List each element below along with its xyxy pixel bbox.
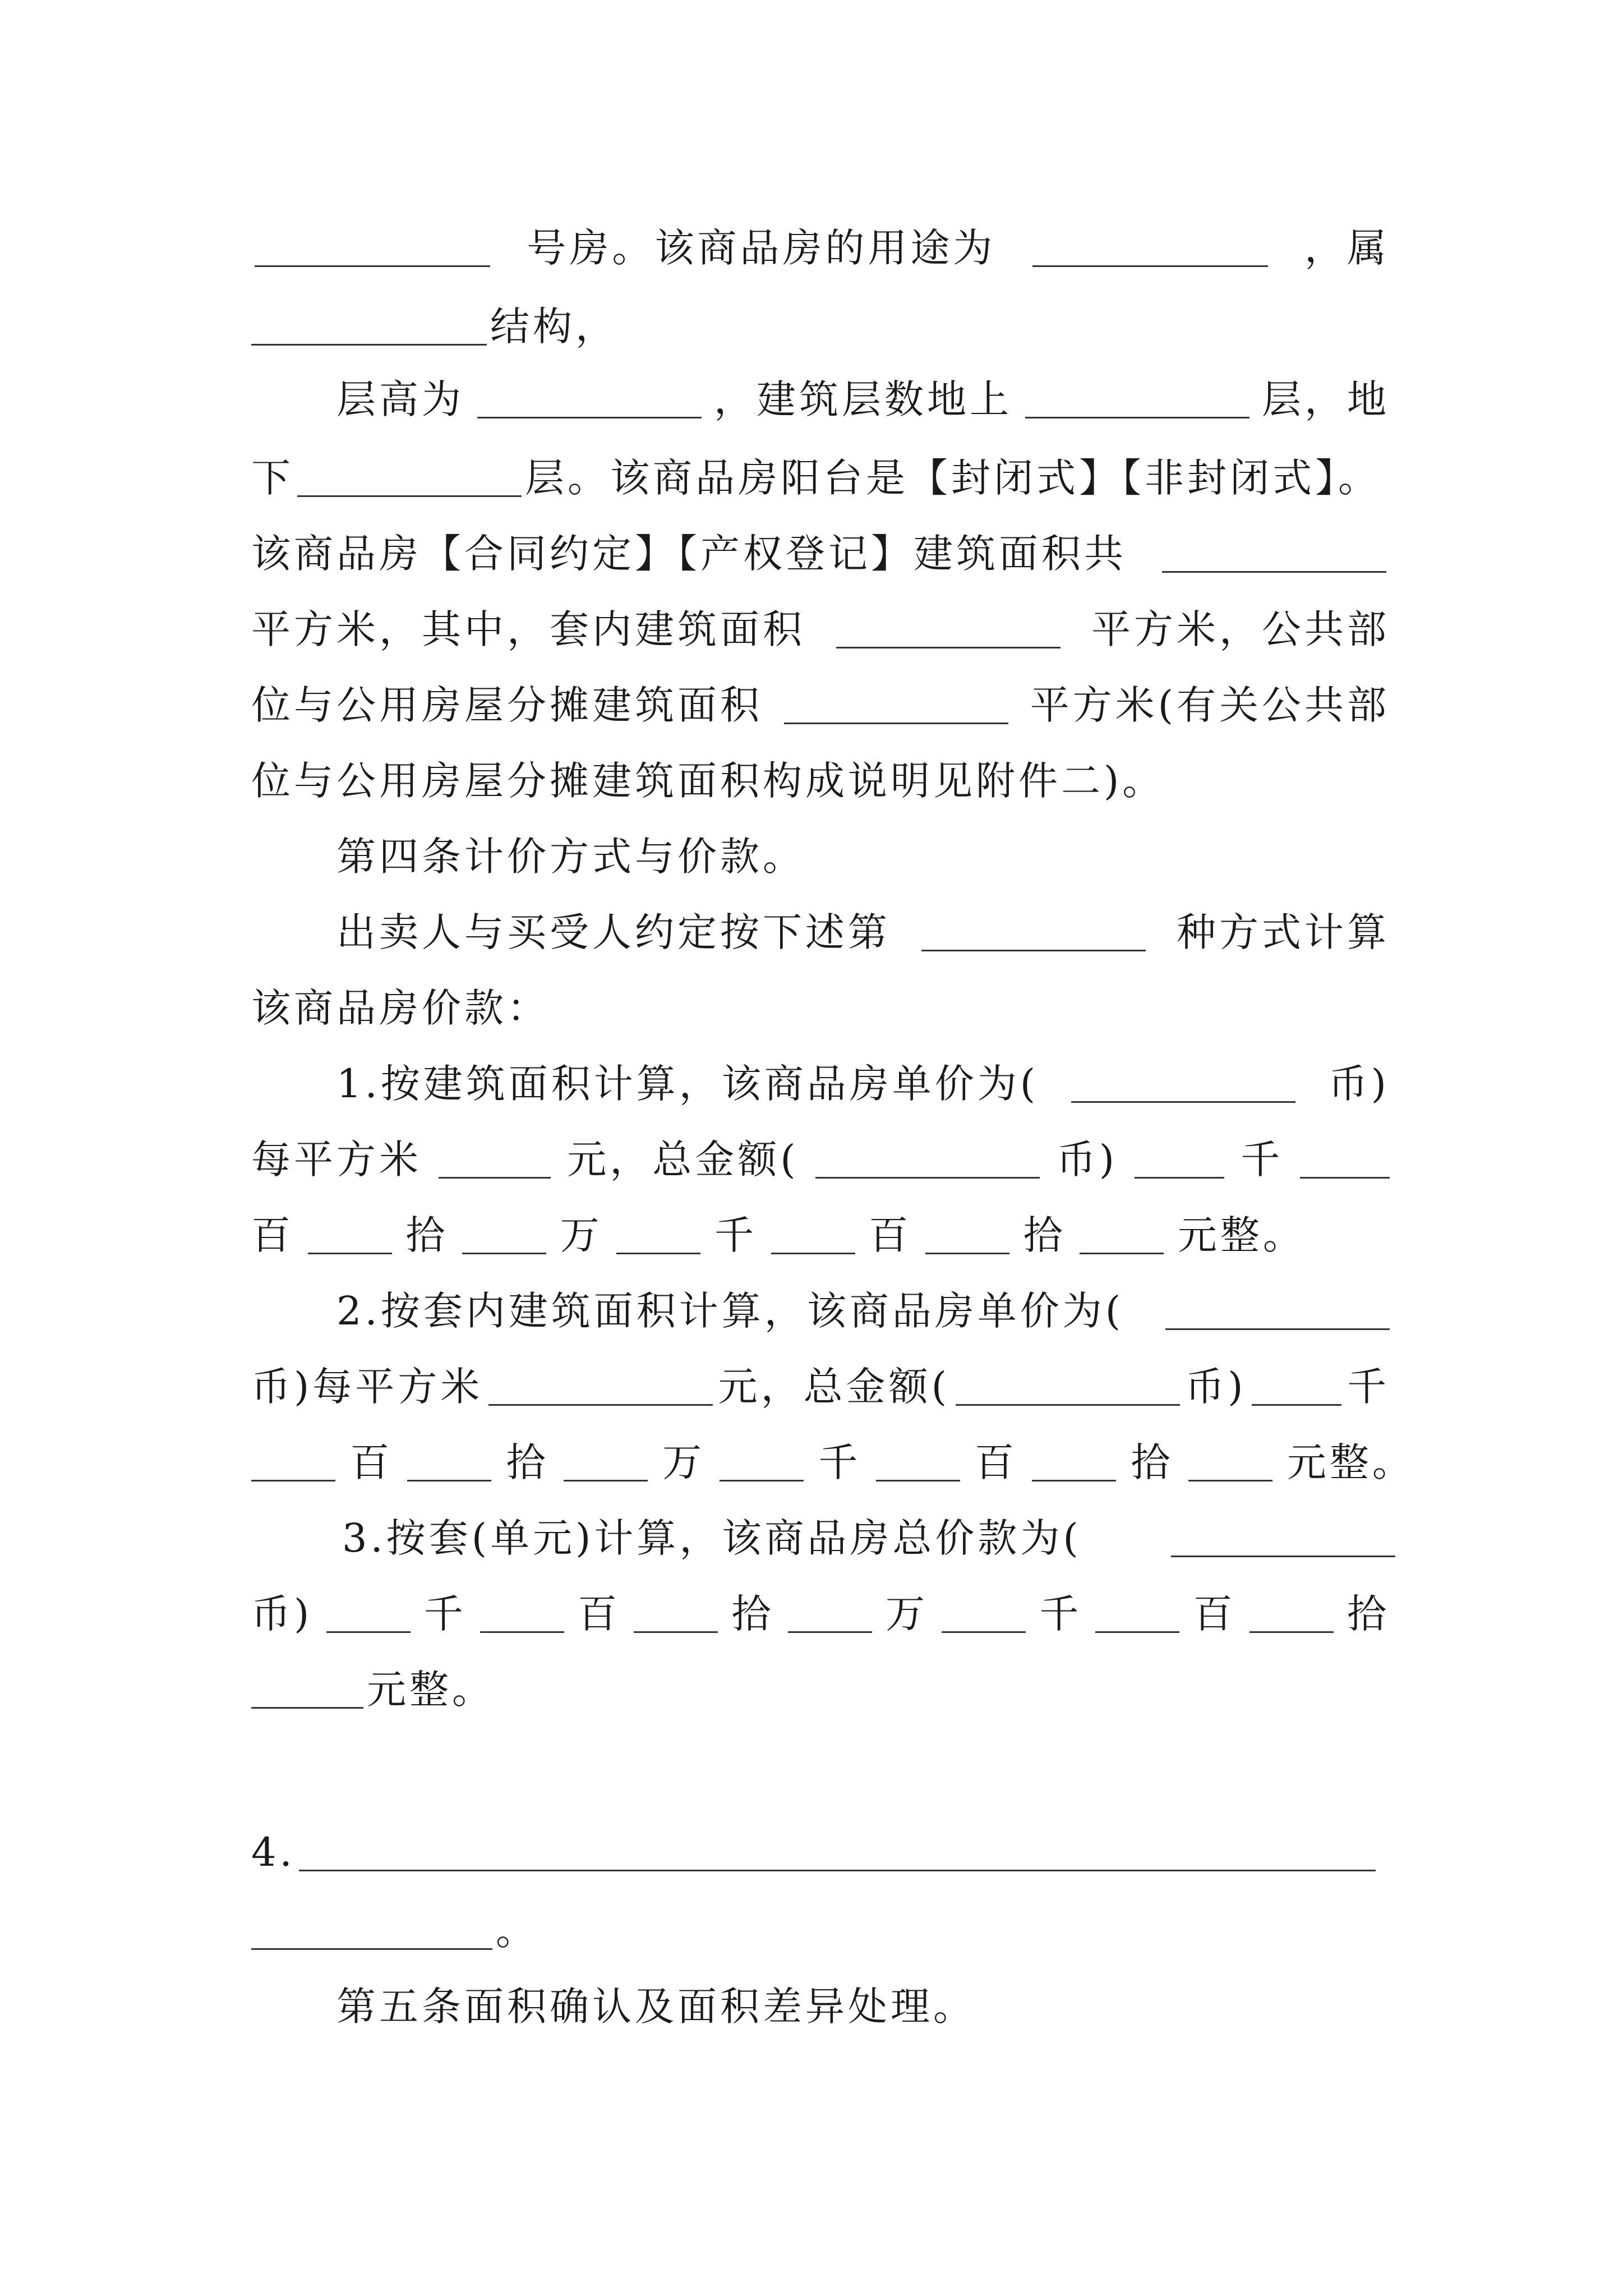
paragraph-line bbox=[251, 524, 1390, 581]
paragraph-line bbox=[251, 1130, 1390, 1186]
paragraph-line bbox=[336, 1282, 1390, 1338]
blank-amount bbox=[251, 1441, 335, 1481]
blank-inner-area bbox=[836, 608, 1061, 648]
text-segment: ，建筑层数地上 bbox=[714, 376, 1012, 422]
blank-amount bbox=[1135, 1138, 1224, 1179]
text-segment: ，属 bbox=[1304, 225, 1390, 271]
text-segment: 元，总金额( bbox=[567, 1137, 799, 1182]
text-segment: 1.按建筑面积计算，该商品房单价为( bbox=[336, 1061, 1039, 1107]
blank-floors-below bbox=[297, 456, 522, 497]
blank-currency bbox=[1165, 1289, 1390, 1330]
blank-shared-area bbox=[784, 683, 1008, 724]
blank-building-area bbox=[1162, 532, 1386, 573]
text-segment: 元整。 bbox=[1177, 1212, 1306, 1258]
text-segment: 百 bbox=[251, 1212, 294, 1258]
text-segment: 种方式计算 bbox=[1177, 909, 1390, 955]
text-segment: 第五条面积确认及面积差异处理。 bbox=[336, 1984, 976, 2030]
text-segment: 该商品房价款： bbox=[251, 985, 550, 1031]
blank-usage bbox=[1032, 226, 1268, 267]
blank-currency bbox=[815, 1138, 1040, 1179]
text-segment: 层，地 bbox=[1262, 376, 1390, 422]
blank-amount bbox=[1080, 1213, 1164, 1254]
blank-amount bbox=[1249, 1592, 1334, 1633]
blank-amount bbox=[1032, 1441, 1116, 1481]
blank-amount bbox=[1300, 1138, 1390, 1179]
text-segment: 4. bbox=[251, 1829, 296, 1875]
text-segment: 该商品房【合同约定】【产权登记】建筑面积共 bbox=[251, 531, 1127, 577]
blank-amount bbox=[788, 1592, 872, 1633]
blank-amount bbox=[564, 1441, 648, 1481]
section-heading bbox=[336, 827, 1390, 884]
blank-amount bbox=[1252, 1365, 1341, 1406]
text-segment: 拾 bbox=[1023, 1212, 1066, 1258]
text-segment: 百 bbox=[350, 1439, 393, 1485]
text-segment: 出卖人与买受人约定按下述第 bbox=[336, 909, 891, 955]
blank-amount bbox=[308, 1213, 392, 1254]
blank-structure bbox=[251, 305, 487, 346]
paragraph-line bbox=[251, 449, 1415, 505]
blank-room-number bbox=[255, 226, 490, 267]
blank-currency bbox=[956, 1365, 1180, 1406]
text-segment: 百 bbox=[1193, 1591, 1236, 1637]
text-segment: 币) bbox=[1328, 1061, 1390, 1107]
blank-other-method bbox=[251, 1909, 492, 1950]
blank-floors-above bbox=[1025, 378, 1249, 418]
text-segment: 号房。该商品房的用途为 bbox=[527, 225, 996, 271]
blank-amount bbox=[720, 1441, 804, 1481]
blank-amount bbox=[634, 1592, 718, 1633]
text-segment: 拾 bbox=[731, 1591, 774, 1637]
text-segment: 千 bbox=[818, 1439, 861, 1485]
paragraph-line bbox=[342, 1509, 1395, 1565]
text-segment: 百 bbox=[869, 1212, 912, 1258]
text-segment: 千 bbox=[423, 1591, 467, 1637]
blank-amount bbox=[942, 1592, 1026, 1633]
text-segment: 结构， bbox=[490, 303, 618, 349]
text-segment: 千 bbox=[714, 1212, 757, 1258]
paragraph-line bbox=[251, 979, 1390, 1035]
paragraph-line bbox=[251, 1358, 1390, 1414]
blank-amount bbox=[925, 1213, 1009, 1254]
paragraph-line bbox=[336, 903, 1390, 959]
paragraph-line bbox=[251, 600, 1390, 656]
blank-floor-height bbox=[477, 378, 702, 418]
text-segment: 万 bbox=[560, 1212, 603, 1258]
text-segment: 元，总金额( bbox=[718, 1364, 950, 1410]
text-segment: 层。该商品房阳台是【封闭式】【非封闭式】。 bbox=[525, 455, 1381, 501]
paragraph-line bbox=[251, 1823, 1390, 1879]
text-segment: 下 bbox=[251, 455, 294, 501]
blank-amount bbox=[251, 1668, 363, 1709]
paragraph-line bbox=[336, 1055, 1390, 1111]
blank-amount bbox=[616, 1213, 700, 1254]
paragraph-line bbox=[251, 1660, 1390, 1717]
paragraph-line bbox=[251, 1902, 1390, 1958]
text-segment: 平方米，其中，套内建筑面积 bbox=[251, 606, 805, 652]
blank-amount bbox=[876, 1441, 960, 1481]
paragraph-line bbox=[251, 1433, 1415, 1489]
text-segment: 币) bbox=[251, 1591, 313, 1637]
text-segment: 位与公用房屋分摊建筑面积 bbox=[251, 682, 763, 728]
paragraph-line bbox=[251, 676, 1390, 732]
text-segment: 百 bbox=[974, 1439, 1017, 1485]
text-segment: 币) bbox=[1056, 1137, 1118, 1182]
paragraph-line bbox=[251, 1585, 1390, 1641]
text-segment: 2.按套内建筑面积计算，该商品房单价为( bbox=[336, 1288, 1124, 1334]
blank-method-number bbox=[921, 910, 1146, 951]
text-segment: 每平方米 bbox=[251, 1137, 422, 1182]
text-segment: 万 bbox=[885, 1591, 928, 1637]
text-segment: 百 bbox=[578, 1591, 621, 1637]
text-segment: 拾 bbox=[1347, 1591, 1390, 1637]
text-segment: 层高为 bbox=[336, 376, 464, 422]
text-segment: 元整。 bbox=[367, 1667, 495, 1713]
text-segment: 千 bbox=[1241, 1137, 1284, 1182]
blank-unit-price bbox=[488, 1365, 713, 1406]
blank-amount bbox=[771, 1213, 855, 1254]
text-segment: 平方米，公共部 bbox=[1091, 606, 1390, 652]
blank-other-method bbox=[299, 1830, 1376, 1871]
paragraph-line bbox=[336, 370, 1390, 426]
blank-currency bbox=[1171, 1516, 1395, 1557]
text-segment: 拾 bbox=[506, 1439, 549, 1485]
text-segment: 拾 bbox=[405, 1212, 449, 1258]
text-segment: 币) bbox=[1185, 1364, 1247, 1410]
paragraph-line bbox=[251, 297, 1390, 353]
paragraph-line bbox=[251, 219, 1390, 275]
text-segment: 第四条计价方式与价款。 bbox=[336, 834, 805, 880]
text-segment: 千 bbox=[1039, 1591, 1082, 1637]
blank-amount bbox=[326, 1592, 411, 1633]
paragraph-line bbox=[251, 752, 1390, 808]
blank-amount bbox=[1095, 1592, 1179, 1633]
text-segment: 千 bbox=[1347, 1364, 1390, 1410]
blank-unit-price bbox=[439, 1138, 551, 1179]
text-segment: 拾 bbox=[1131, 1439, 1174, 1485]
text-segment: 币)每平方米 bbox=[251, 1364, 483, 1410]
paragraph-line bbox=[251, 1206, 1306, 1262]
blank-amount bbox=[407, 1441, 491, 1481]
text-segment: 位与公用房屋分摊建筑面积构成说明见附件二)。 bbox=[251, 758, 1165, 804]
section-heading bbox=[336, 1977, 1390, 2033]
text-segment: 。 bbox=[496, 1908, 538, 1954]
text-segment: 平方米(有关公共部 bbox=[1030, 682, 1390, 728]
blank-amount bbox=[1188, 1441, 1272, 1481]
text-segment: 3.按套(单元)计算，该商品房总价款为( bbox=[342, 1515, 1082, 1561]
blank-amount bbox=[480, 1592, 564, 1633]
text-segment: 万 bbox=[662, 1439, 706, 1485]
text-segment: 元整。 bbox=[1287, 1439, 1415, 1485]
blank-currency bbox=[1071, 1062, 1295, 1103]
blank-amount bbox=[462, 1213, 546, 1254]
